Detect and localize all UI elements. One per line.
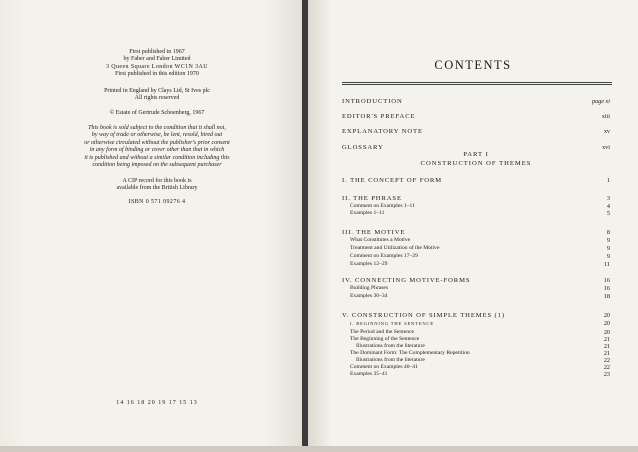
toc-subentry [342,260,610,269]
toc-entry-label: II. THE PHRASE [342,195,402,202]
toc-entry-label: V. CONSTRUCTION OF SIMPLE THEMES (1) [342,312,505,319]
printer-block [62,88,252,103]
print-numbers: 14 16 18 20 19 17 15 13 [116,400,198,406]
toc-entry-page: 20 [603,320,610,327]
copyright-line: First published in 1967 [129,49,185,55]
condition-line: condition being imposed on the subsequent purchaser [92,162,222,169]
toc-entry-page: 16 [603,277,610,284]
condition-line: in any form of binding or cover other than that in which [89,147,225,154]
toc-entry-page: 18 [603,293,610,300]
toc-entry-label: The Period and the Sentence [350,329,414,335]
toc-entry-page: 21 [603,336,610,343]
copyright-page [0,0,302,446]
toc-entry-page: 5 [606,210,610,217]
toc-entry-page: 9 [606,245,610,252]
toc-entry-page: 20 [603,312,610,319]
toc-entry-label: The Dominant Form: The Complementary Repetition [350,350,470,356]
contents-page [308,0,638,446]
toc-entry-label: INTRODUCTION [342,98,403,105]
toc-entry-label: What Constitutes a Motive [350,237,411,243]
toc-entry-page: xiii [601,113,610,120]
estate-line: © Estate of Gertrude Schoenberg, 1967 [109,110,205,116]
toc-entry-label: The Beginning of the Sentence [350,336,420,342]
toc-entry-label: III. THE MOTIVE [342,229,406,236]
toc-entry-page: page xi [591,98,610,105]
condition-line: or otherwise circulated without the publisher's prior consent [84,139,230,146]
toc-entry-page: 8 [606,229,610,236]
toc-entry-label: Examples 30–34 [350,293,388,299]
toc-entry [342,97,610,106]
toc-entry-page: 22 [603,364,610,371]
toc-entry-page: 16 [603,285,610,292]
toc-subentry [342,292,610,301]
toc-entry-label: EXPLANATORY NOTE [342,128,423,135]
toc-entry-page: 1 [606,177,610,184]
toc-entry-page: xv [603,128,610,135]
copyright-line: First published in this edition 1970 [115,71,199,78]
toc-entry-page: xvi [602,144,610,151]
toc-entry [342,112,610,121]
toc-entry-page: 9 [606,253,610,260]
publication-block [62,49,252,79]
cip-block [62,178,252,193]
part-title: CONSTRUCTION OF THEMES [420,160,532,167]
toc-entry-label: Illustrations from the literature [356,357,425,363]
cip-line: available from the British Library [116,185,198,192]
toc-entry-label: IV. CONNECTING MOTIVE-FORMS [342,277,471,284]
page-title: CONTENTS [434,58,512,72]
toc-entry-label: I. BEGINNING THE SENTENCE [350,321,434,326]
page-edge [0,446,638,452]
toc-entry-label: EDITOR'S PREFACE [342,113,416,120]
toc-entry-label: Comment on Examples 1–11 [350,203,415,209]
toc-entry-label: I. THE CONCEPT OF FORM [342,177,442,184]
toc-subentry [342,209,610,218]
toc-entry-label: Illustrations from the literature [356,343,425,349]
toc-entry-page: 11 [604,261,610,268]
toc-entry-label: Building Phrases [350,285,389,291]
toc-entry [342,127,610,136]
toc-chapter [342,176,610,185]
toc-entry-page: 3 [606,195,610,202]
toc-entry-page: 20 [603,329,610,336]
condition-block [62,125,252,169]
title-rule [342,82,612,85]
printer-line: All rights reserved [134,95,180,102]
toc-entry-label: Examples 35–41 [350,371,388,377]
isbn: ISBN 0 571 09276 4 [128,199,186,205]
toc-entry-label: GLOSSARY [342,144,384,151]
toc-entry-page: 23 [603,371,610,378]
condition-line: This book is sold subject to the condition that it shall not, [88,125,226,131]
copyright-line: 3 Queen Square London WC1N 3AU [105,63,209,70]
toc-entry-page: 21 [603,343,610,350]
cip-line: A CIP record for this book is [122,178,192,184]
toc-entry-page: 9 [606,237,610,244]
part-label: PART I [463,151,489,158]
condition-line: it is published and without a similar condition including this [84,154,230,161]
toc-entry-label: Comment on Examples 17–29 [350,253,418,259]
toc-entry-page: 4 [606,203,610,210]
condition-line: by way of trade or otherwise, be lent, resold, hired out [91,132,223,139]
toc-entry-page: 22 [603,357,610,364]
toc-entry-label: Examples 1–11 [350,210,385,216]
toc-entry-label: Examples 12–29 [350,261,388,267]
toc-section [342,319,610,328]
printer-line: Printed in England by Clays Ltd, St Ives plc [104,88,210,94]
toc-entry-label: Treatment and Utilization of the Motive [350,245,440,251]
toc-entry-page: 21 [603,350,610,357]
copyright-line: by Faber and Faber Limited [123,56,191,63]
toc-entry-label: Comment on Examples 40–41 [350,364,418,370]
toc-subentry [342,370,610,379]
